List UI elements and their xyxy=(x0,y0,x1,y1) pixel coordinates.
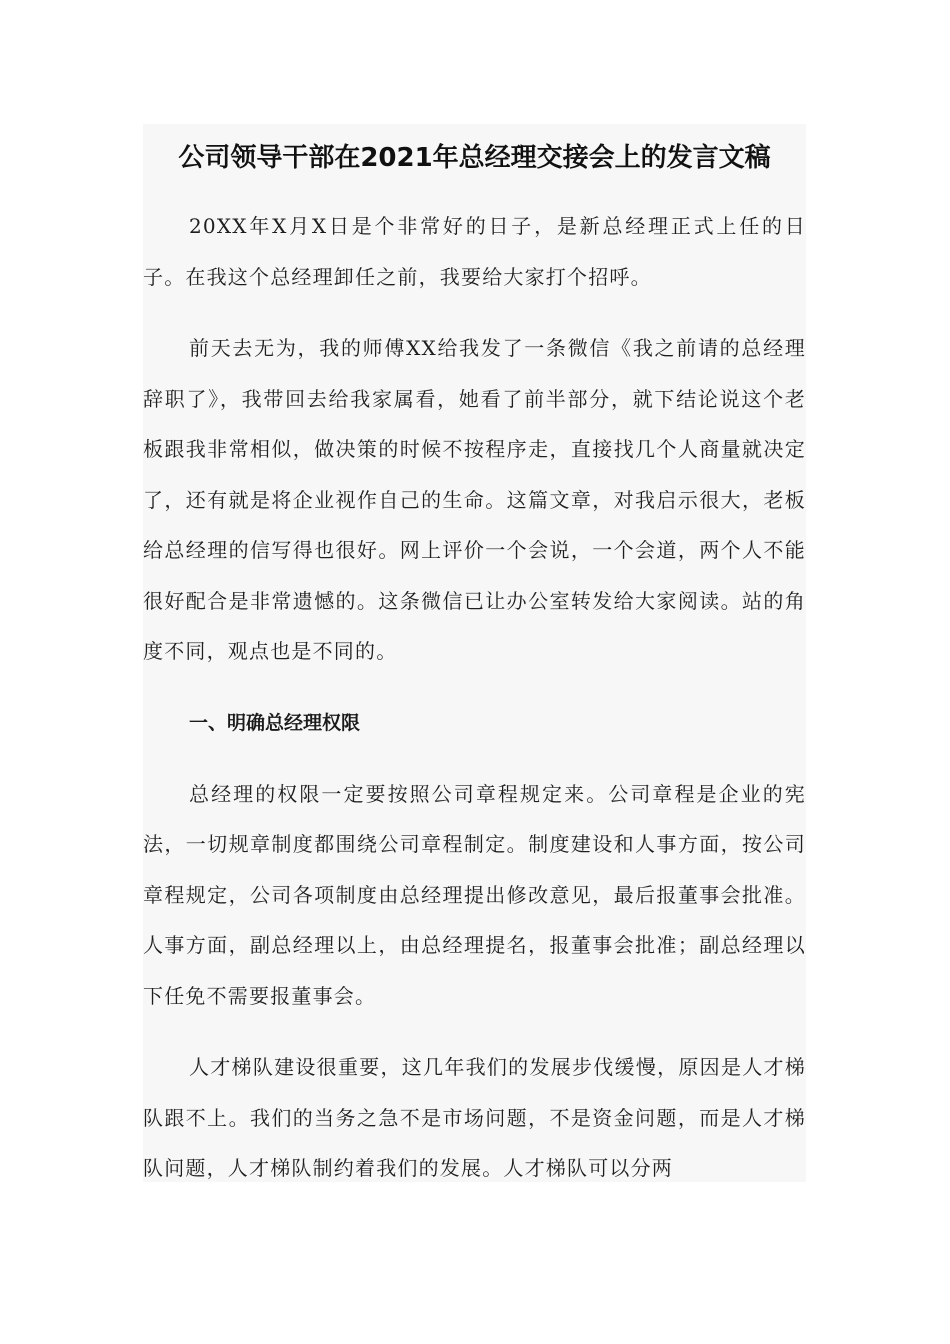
document-page xyxy=(143,124,806,1182)
paragraph-1: 20XX年X月X日是个非常好的日子，是新总经理正式上任的日子。在我这个总经理卸任之前，我要给大家打个招呼。 xyxy=(143,214,806,289)
paragraph-4: 人才梯队建设很重要，这几年我们的发展步伐缓慢，原因是人才梯队跟不上。我们的当务之急不是市场问题，不是资金问题，而是人才梯队问题，人才梯队制约着我们的发展。人才梯队可以分两 xyxy=(143,1055,806,1180)
section-heading: 一、明确总经理权限 xyxy=(189,711,361,734)
paragraph-3: 总经理的权限一定要按照公司章程规定来。公司章程是企业的宪法，一切规章制度都围绕公司章程制定。制度建设和人事方面，按公司章程规定，公司各项制度由总经理提出修改意见，最后报董事会批准。人事方面，副总经理以上，由总经理提名，报董事会批准；副总经理以下任免不需要报董事会。 xyxy=(143,781,806,1008)
paragraph-2: 前天去无为，我的师傅XX给我发了一条微信《我之前请的总经理辞职了》，我带回去给我家属看，她看了前半部分，就下结论说这个老板跟我非常相似，做决策的时候不按程序走，直接找几个人商量就决定了，还有就是将企业视作自己的生命。这篇文章，对我启示很大，老板给总经理的信写得也很好。网上评价一个会说，一个会道，两个人不能很好配合是非常遗憾的。这条微信已让办公室转发给大家阅读。站的角度不同，观点也是不同的。 xyxy=(143,336,806,663)
document-title: 公司领导干部在2021年总经理交接会上的发言文稿 xyxy=(178,143,771,173)
